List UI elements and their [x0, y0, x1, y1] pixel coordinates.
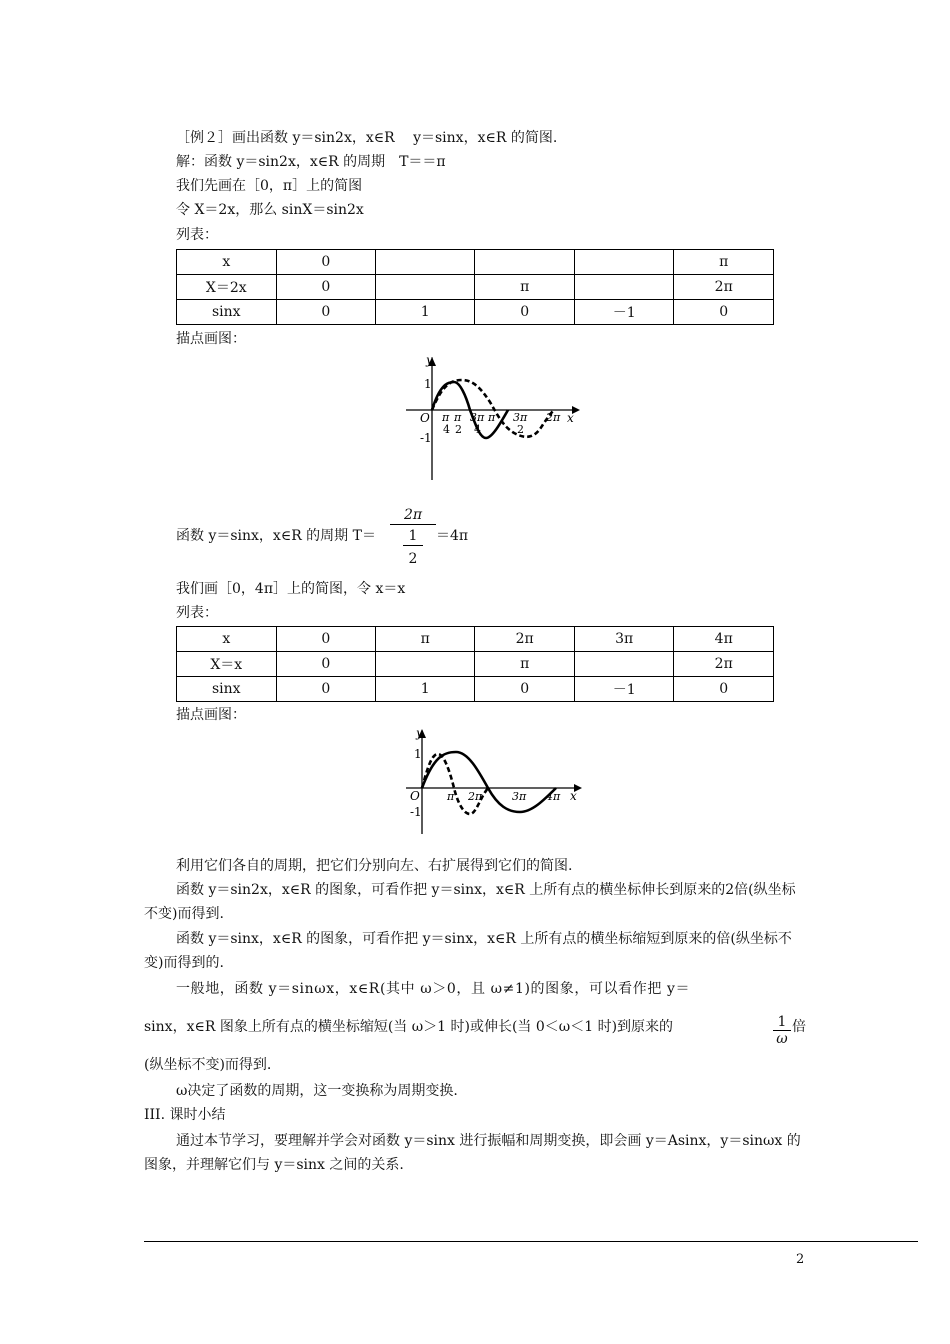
- table-row: [177, 652, 774, 677]
- x-tick-num: π: [454, 411, 462, 424]
- x-tick-num: 3π: [470, 411, 485, 424]
- table-cell: sinx: [177, 300, 277, 325]
- paragraph-sinx: 函数 y＝sinx，x∈R 的图象，可看作把 y＝sinx，x∈R 上所有点的横坐标缩短到原来的倍(纵坐标不变)而得到的.: [144, 931, 792, 971]
- table-cell: 0: [276, 627, 375, 652]
- period-2-prefix: 函数 y＝sinx，x∈R 的周期 T＝: [176, 528, 376, 544]
- x-tick: 4π: [546, 790, 561, 803]
- table-row: [177, 677, 774, 702]
- table-cell: X＝x: [177, 652, 277, 677]
- paragraph-summary: 通过本节学习，要理解并学会对函数 y＝sinx 进行振幅和周期变换，即会画 y＝Asinx，y＝sinωx 的图象，并理解它们与 y＝sinx 之间的关系.: [144, 1133, 801, 1173]
- table-cell: [376, 652, 475, 677]
- x-tick-num: 2π: [546, 411, 561, 424]
- y-axis-label: y: [416, 726, 423, 740]
- table-cell: X＝2x: [177, 275, 277, 300]
- table-cell: 0: [674, 300, 774, 325]
- y-tick-top: 1: [424, 377, 432, 391]
- paragraph-general-4: (纵坐标不变)而得到.: [144, 1057, 272, 1073]
- table-cell: [574, 275, 673, 300]
- paragraph-extend: 利用它们各自的周期，把它们分别向左、右扩展得到它们的简图.: [176, 858, 573, 874]
- table-row: [177, 627, 774, 652]
- table-cell: 0: [276, 300, 375, 325]
- draw-second-line: 我们画［0，4π］上的简图，令 x＝x: [176, 581, 406, 597]
- table-cell: 0: [276, 275, 375, 300]
- paragraph-general-2: sinx，x∈R 图象上所有点的横坐标缩短(当 ω＞1 时)或伸长(当 0＜ω＜1 时)到原来的: [144, 1019, 674, 1035]
- table-cell: [574, 652, 674, 677]
- x-tick-den: 2: [455, 423, 462, 436]
- y-tick-top: 1: [414, 747, 422, 761]
- list-label-1: 列表：: [176, 227, 218, 243]
- table-cell: 0: [475, 300, 574, 325]
- table-2: [176, 626, 774, 702]
- table-cell: 3π: [574, 627, 674, 652]
- table-row: [177, 300, 774, 325]
- table-row: [177, 250, 774, 275]
- omega-numerator: 1: [773, 1014, 791, 1031]
- x-axis-label: x: [570, 789, 577, 803]
- period-2-suffix: ＝4π: [436, 528, 469, 544]
- table-cell: 4π: [674, 627, 774, 652]
- x-tick-num: 3π: [513, 411, 528, 424]
- let-X-line: 令 X＝2x，那么 sinX＝sin2x: [176, 202, 364, 218]
- x-tick-den: 2: [517, 423, 524, 436]
- table-cell: sinx: [177, 677, 277, 702]
- origin-label: O: [410, 789, 420, 803]
- table-cell: x: [177, 250, 277, 275]
- table-cell: 2π: [475, 627, 575, 652]
- inner-numerator: 1: [403, 527, 423, 546]
- table-cell: [376, 250, 475, 275]
- paragraph-general-1: 一般地，函数 y＝sinωx，x∈R(其中 ω＞0，且 ω≠1)的图象，可以看作把 y＝: [176, 981, 691, 997]
- table-cell: 0: [276, 652, 375, 677]
- table-cell: 1: [376, 677, 475, 702]
- curve-sinx: [432, 380, 554, 437]
- table-row: [177, 275, 774, 300]
- table-cell: 0: [276, 250, 375, 275]
- list-label-2: 列表：: [176, 605, 218, 621]
- table-cell: [574, 250, 673, 275]
- omega-fraction: [773, 1014, 791, 1047]
- x-axis-label: x: [567, 411, 574, 425]
- y-axis-label: y: [426, 354, 433, 367]
- x-tick: 3π: [512, 790, 527, 803]
- x-tick: 2π: [468, 790, 483, 803]
- curve-sin-half-x: [422, 752, 556, 812]
- footer-rule: [144, 1241, 918, 1242]
- table-cell: [376, 275, 475, 300]
- draw-first-line: 我们先画在［0，π］上的简图: [176, 178, 363, 194]
- solution-line: 解：函数 y＝sin2x，x∈R 的周期 T＝＝π: [176, 154, 446, 170]
- x-tick-num: π: [442, 411, 450, 424]
- section-heading: III. 课时小结: [144, 1107, 226, 1123]
- table-cell: 0: [475, 677, 575, 702]
- table-cell: 2π: [674, 652, 774, 677]
- fraction-numerator: 2π: [390, 506, 436, 525]
- table-cell: x: [177, 627, 277, 652]
- table-cell: π: [475, 275, 574, 300]
- table-cell: π: [376, 627, 475, 652]
- plot-label-1: 描点画图：: [176, 331, 246, 347]
- page-number: 2: [796, 1252, 805, 1267]
- table-cell: －1: [574, 677, 674, 702]
- table-cell: 0: [276, 677, 375, 702]
- table-cell: 2π: [674, 275, 774, 300]
- omega-denominator: ω: [776, 1031, 788, 1047]
- x-tick-num: π: [488, 411, 496, 424]
- paragraph-general-3: 倍: [792, 1019, 806, 1035]
- x-tick-den: 4: [443, 423, 450, 436]
- x-tick: π: [447, 790, 455, 803]
- paragraph-sin2x: 函数 y＝sin2x，x∈R 的图象，可看作把 y＝sinx，x∈R 上所有点的横坐标伸长到原来的2倍(纵坐标不变)而得到.: [144, 882, 796, 922]
- curve-sinx: [422, 754, 488, 814]
- figure-1: [400, 354, 585, 484]
- table-cell: [475, 250, 574, 275]
- plot-label-2: 描点画图：: [176, 707, 246, 723]
- table-cell: 1: [376, 300, 475, 325]
- example-title: ［例２］画出函数 y＝sin2x，x∈R y＝sinx，x∈R 的简图.: [176, 130, 558, 146]
- table-cell: π: [674, 250, 774, 275]
- table-cell: π: [475, 652, 575, 677]
- y-tick-bottom: -1: [420, 431, 432, 445]
- y-tick-bottom: -1: [410, 805, 422, 819]
- inner-denominator: 2: [408, 551, 418, 567]
- table-cell: －1: [574, 300, 673, 325]
- table-1: [176, 249, 774, 325]
- period-fraction: [390, 506, 436, 568]
- figure-2: [400, 726, 590, 838]
- origin-label: O: [420, 411, 430, 425]
- table-cell: 0: [674, 677, 774, 702]
- paragraph-omega: ω决定了函数的周期，这一变换称为周期变换.: [176, 1083, 458, 1099]
- x-tick-den: 4: [474, 423, 481, 436]
